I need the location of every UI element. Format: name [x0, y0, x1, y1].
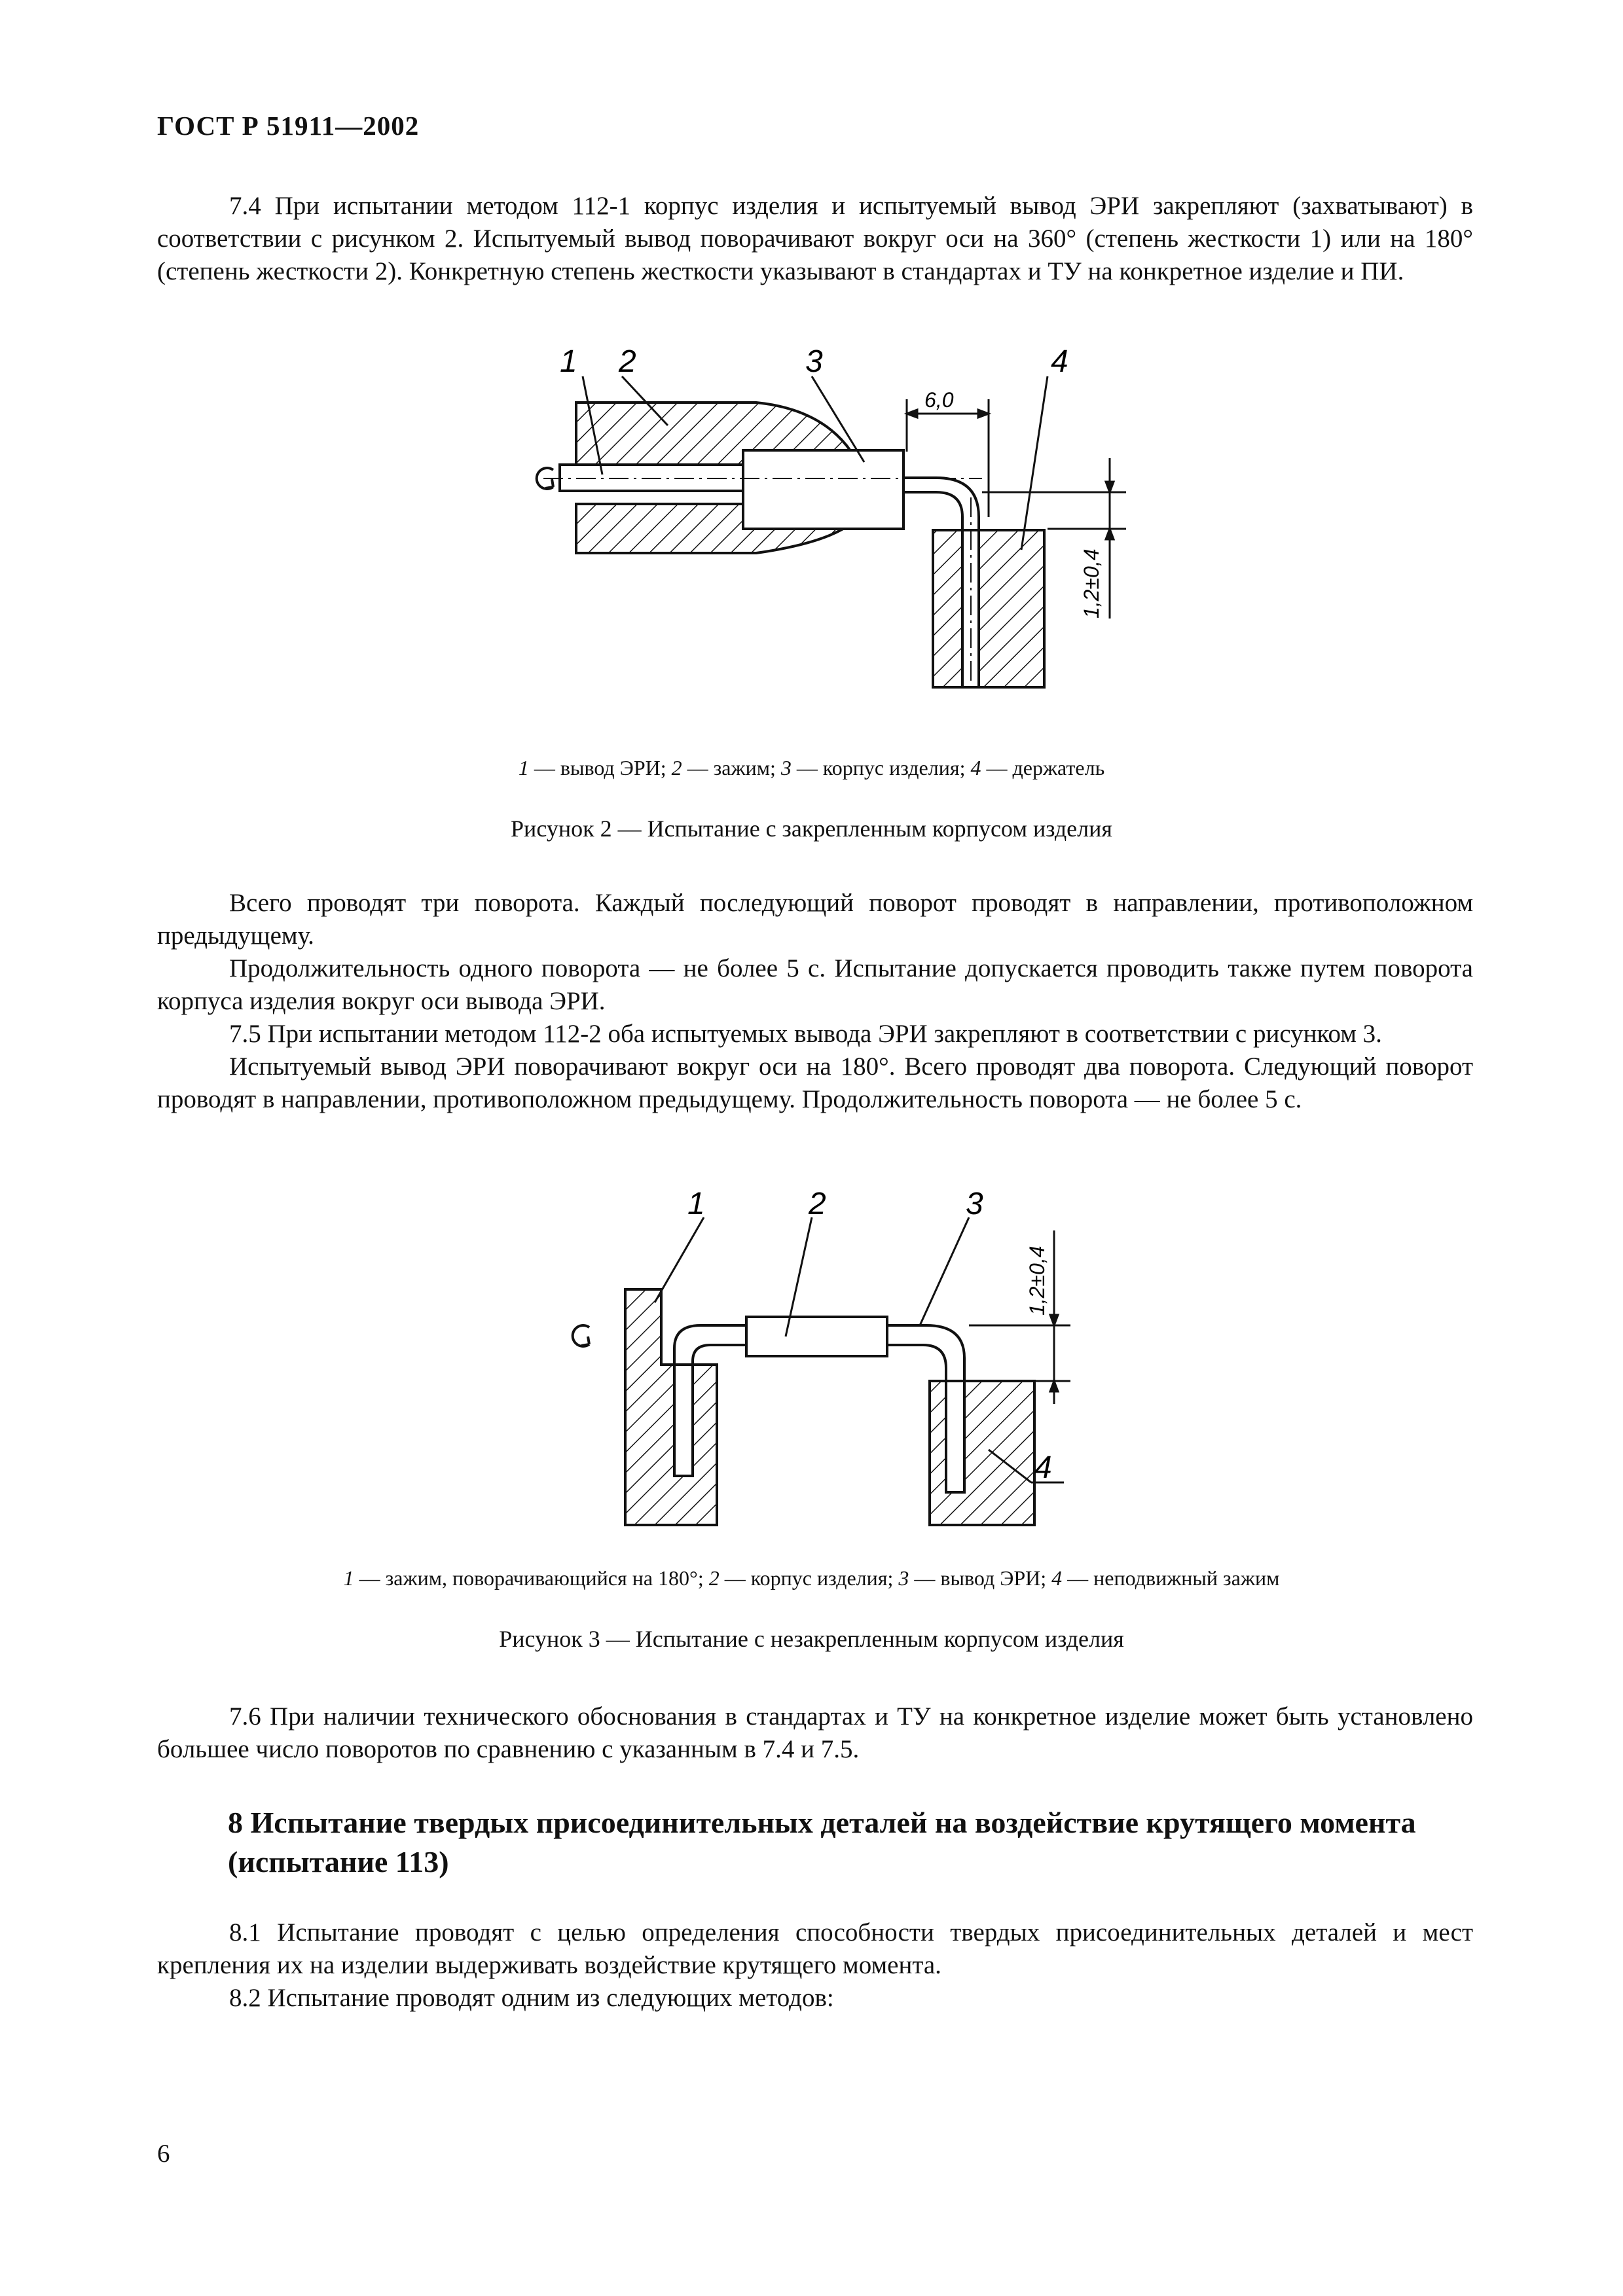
figure-2-legend: 1 — вывод ЭРИ; 2 — зажим; 3 — корпус изделия; 4 — держатель — [518, 756, 1105, 780]
document-header: ГОСТ Р 51911—2002 — [157, 111, 420, 141]
fig3-label-3: 3 — [966, 1187, 983, 1221]
paragraph-7-4: 7.4 При испытании методом 112-1 корпус изделия и испытуемый вывод ЭРИ закрепляют (захватывают) в соответствии с рисунком 2. Испытуемый вывод поворачивают вокруг оси на 360° (степень жесткости 1) или на 180° (степень жесткости 2). Конкретную степень жесткости указывают в стандартах и ТУ на конкретное изделие и ПИ. — [157, 192, 1473, 285]
holder — [933, 530, 1044, 687]
figure-2-drawing — [491, 340, 1178, 707]
fig2-label-3: 3 — [805, 344, 823, 379]
dim-1-2-label: 1,2±0,4 — [1080, 548, 1103, 619]
figure-3-legend: 1 — зажим, поворачивающийся на 180°; 2 — корпус изделия; 3 — вывод ЭРИ; 4 — неподвижный зажим — [343, 1566, 1280, 1590]
fig3-label-2: 2 — [809, 1187, 826, 1221]
fig2-label-2: 2 — [619, 344, 636, 379]
rotation-arrow-icon — [573, 1325, 589, 1346]
product-body-fig3 — [746, 1317, 887, 1356]
product-body — [743, 450, 903, 529]
section-8-body: 8.1 Испытание проводят с целью определения способности твердых присоединительных деталей и мест крепления их на изделии выдерживать воздействие крутящего момента. 8.2 Испытание проводят одним из следующих методов: — [157, 1918, 1473, 2012]
paragraph-block-turns: Всего проводят три поворота. Каждый последующий поворот проводят в направлении, противоположном предыдущему. Продолжительность одного поворота — не более 5 с. Испытание допускается проводить также путем поворота корпуса изделия вокруг оси вывода ЭРИ. 7.5 При испытании методом 112-2 оба испытуемых вывода ЭРИ закрепляют в соответствии с рисунком 3. Испытуемый вывод ЭРИ поворачивают вокруг оси на 180°. Всего проводят два поворота. Следующий поворот проводят в направлении, противоположном предыдущему. Продолжительность поворота — не более 5 с. — [157, 889, 1473, 1113]
fig3-label-1: 1 — [687, 1187, 705, 1221]
paragraph-7-6: 7.6 При наличии технического обоснования в стандартах и ТУ на конкретное изделие может быть установлено большее число поворотов по сравнению с указанным в 7.4 и 7.5. — [157, 1702, 1473, 1763]
figure-3-drawing — [556, 1178, 1093, 1532]
figure-3-title: Рисунок 3 — Испытание с незакрепленным корпусом изделия — [499, 1626, 1124, 1652]
fig3-label-4: 4 — [1034, 1450, 1052, 1485]
figure-2-title: Рисунок 2 — Испытание с закрепленным корпусом изделия — [511, 816, 1112, 842]
dim-6-0-label: 6,0 — [924, 388, 954, 412]
fig2-label-4: 4 — [1051, 344, 1068, 379]
section-8-title: 8 Испытание твердых присоединительных деталей на воздействие крутящего момента (испытание 113) — [228, 1806, 1416, 1878]
dimension-1-2-fig3 — [969, 1230, 1070, 1404]
fig2-label-1: 1 — [560, 344, 577, 379]
page-number: 6 — [157, 2140, 170, 2168]
fig3-dim-label: 1,2±0,4 — [1025, 1246, 1049, 1316]
